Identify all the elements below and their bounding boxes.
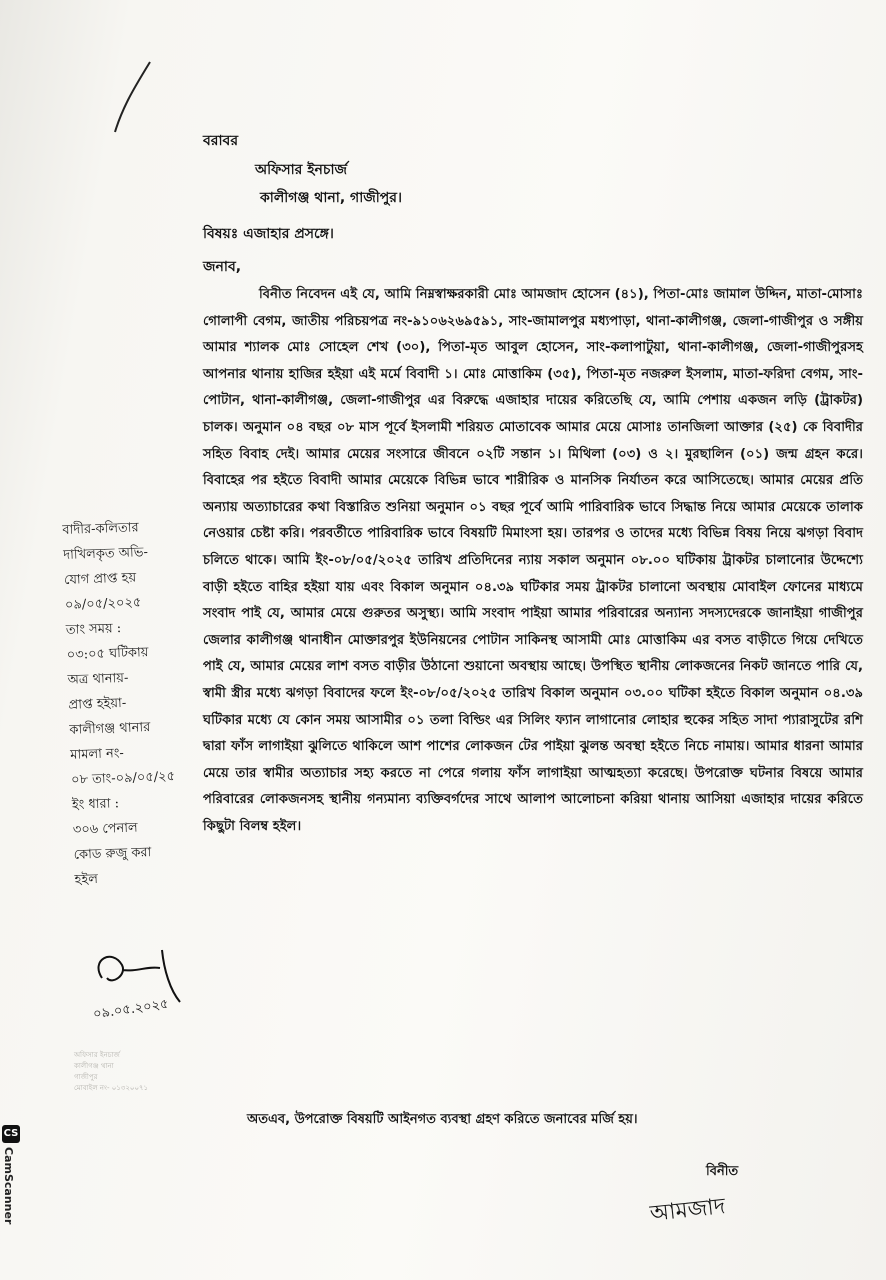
salutation: জনাব, <box>203 259 242 275</box>
margin-note-date: ০৯.০৫.২০২৫ <box>92 996 170 1023</box>
margin-note-line: ৩০৬ পেনাল <box>72 820 138 838</box>
margin-note-line: অত্র থানায়- <box>67 670 129 688</box>
margin-note-line: যোগ প্রাপ্ত হয় <box>63 570 137 588</box>
margin-note-line: মামলা নং- <box>70 745 125 763</box>
yours-faithfully: বিনীত <box>706 1164 739 1179</box>
complaint-body-paragraph: বিনীত নিবেদন এই যে, আমি নিম্নস্বাক্ষরকারী মোঃ আমজাদ হোসেন (৪১), পিতা-মোঃ জামাল উদ্দিন, মাতা-মোসাঃ গোলাপী বেগম, জাতীয় পরিচয়পত্র নং-৯১০৬২৬৯৫৯১, সাং-জামালপুর মধ্যপাড়া, থানা-কালীগঞ্জ, জেলা-গাজীপুর ও সঙ্গীয় আমার শ্যালক মোঃ সোহেল শেখ (৩০), পিতা-মৃত আবুল হোসেন, সাং-কলাপাটুয়া, থানা-কালীগঞ্জ, জেলা-গাজীপুরসহ আপনার থানায় হাজির হইয়া এই মর্মে বিবাদী ১। মোঃ মোত্তাকিম (৩৫), পিতা-মৃত নজরুল ইসলাম, মাতা-ফরিদা বেগম, সাং-পোটান, থানা-কালীগঞ্জ, জেলা-গাজীপুর এর বিরুদ্ধে এজাহার দায়ের করিতেছি যে, আমি পেশায় একজন লড়ি (ট্রাকটর) চালক। অনুমান ০৪ বছর ০৮ মাস পূর্বে ইসলামী শরিয়ত মোতাবেক আমার মেয়ে মোসাঃ তানজিলা আক্তার (২৫) কে বিবাদীর সহিত বিবাহ দেই। আমার মেয়ের সংসারে জীবনে ০২টি সন্তান ১। মিথিলা (০৩) ও ২। মুরছালিন (০১) জন্ম গ্রহন করে। বিবাহের পর হইতে বিবাদী আমার মেয়েকে বিভিন্ন ভাবে শারীরিক ও মানসিক নির্যাতন করে আসিতেছে। আমার মেয়ের প্রতি অন্যায় অত্যাচারের কথা বিস্তারিত শুনিয়া অনুমান ০১ বছর পূর্বে আমি পারিবারিক ভাবে সিদ্ধান্ত নিয়ে আমার মেয়েকে তালাক নেওয়ার চেষ্টা করি। পরবর্তীতে পারিবারিক ভাবে বিষয়টি মিমাংসা হয়। তারপর ও তাদের মধ্যে বিভিন্ন বিষয় নিয়ে ঝগড়া বিবাদ চলিতে থাকে। আমি ইং-০৮/০৫/২০২৫ তারিখ প্রতিদিনের ন্যায় সকাল অনুমান ০৮.০০ ঘটিকায় ট্রাকটর চালানোর উদ্দেশ্যে বাড়ী হইতে বাহির হইয়া যায় এবং বিকাল অনুমান ০৪.৩৯ ঘটিকার সময় ট্রাকটর চালানো অবস্থায় মোবাইল ফোনের মাধ্যমে সংবাদ পাই যে, আমার মেয়ে গুরুতর অসুস্থ্য। আমি সংবাদ পাইয়া আমার পরিবারের অন্যান্য সদস্যদেরকে জানাইয়া গাজীপুর জেলার কালীগঞ্জ থানাধীন মোক্তারপুর ইউনিয়নের পোটান সাকিনস্থ আসামী মোঃ মোত্তাকিম এর বসত বাড়ীতে গিয়ে দেখিতে পাই যে, আমার মেয়ের লাশ বসত বাড়ীর উঠানো শুয়ানো অবস্থায় আছে। উপস্থিত স্থানীয় লোকজনের নিকট জানতে পারি যে, স্বামী স্ত্রীর মধ্যে ঝগড়া বিবাদের ফলে ইং-০৮/০৫/২০২৫ তারিখ বিকাল অনুমান ০৩.০০ ঘটিকা হইতে বিকাল অনুমান ০৪.৩৯ ঘটিকার মধ্যে যে কোন সময় আসামীর ০১ তলা বিল্ডিং এর সিলিং ফ্যান লাগানোর লোহার হুকের সহিত সাদা প্যারাসুটের রশি দ্বারা ফাঁস লাগাইয়া ঝুলিতে থাকিলে আশ পাশের লোকজন টের পাইয়া ঝুলন্ত অবস্থা হইতে নিচে নামায়। আমার ধারনা আমার মেয়ে তার স্বামীর অত্যাচার সহ্য করতে না পেরে গলায় ফাঁস লাগাইয়া আত্মহত্যা করেছে। উপরোক্ত ঘটনার বিষয়ে আমার পরিবারের লোকজনসহ স্থানীয় গন্যমান্য ব্যক্তিবর্গদের সাথে আলাপ আলোচনা করিয়া থানায় আসিয়া এজাহার দায়ের করিতে কিছুটা বিলম্ব হইল। <box>203 287 863 834</box>
margin-note-line: ০৮ তাং-০৯/০৫/২৫ <box>70 769 176 788</box>
camscanner-text: CamScanner <box>2 1147 15 1225</box>
margin-note-line: দাখিলকৃত অভি- <box>63 545 149 563</box>
camscanner-watermark <box>2 1125 20 1275</box>
to-label: বরাবর <box>203 133 239 149</box>
camscanner-logo-icon: CS <box>2 1125 20 1143</box>
margin-note-line: ০৩:০৫ ঘটিকায় <box>66 645 149 663</box>
margin-note-line: কালীগঞ্জ থানার <box>69 720 151 738</box>
margin-note-line: বাদীর-কলিতার <box>62 520 139 538</box>
handwritten-margin-note <box>62 513 220 893</box>
complainant-signature: আমজাদ <box>648 1194 727 1227</box>
margin-note-line: ০৯/০৫/২০২৫ <box>64 595 142 613</box>
subject-line: বিষয়ঃ এজাহার প্রসঙ্গে। <box>203 226 334 242</box>
margin-note-line: প্রাপ্ত হইয়া- <box>68 695 127 713</box>
margin-note-line: হইল <box>74 871 99 888</box>
stamp-line: অফিসার ইনচার্জ <box>74 1051 120 1059</box>
margin-note-line: কোড রুজু করা <box>73 845 152 863</box>
recipient-address: কালীগঞ্জ থানা, গাজীপুর। <box>260 190 403 206</box>
recipient-title: অফিসার ইনচার্জ <box>255 162 348 178</box>
stamp-line: গাজীপুর <box>74 1073 98 1081</box>
pen-stroke-mark <box>112 60 152 135</box>
margin-note-line: ইং ধারা : <box>71 796 120 813</box>
stamp-line: কালীগঞ্জ থানা <box>74 1062 114 1070</box>
margin-note-line: তাং সময় : <box>65 621 122 638</box>
stamp-line: মোবাইল নং- ০১৩২০০৭১ <box>74 1084 149 1092</box>
closing-request: অতএব, উপরোক্ত বিষয়টি আইনগত ব্যবস্থা গ্রহণ করিতে জনাবের মর্জি হয়। <box>247 1112 638 1127</box>
faded-office-stamp <box>74 1050 204 1094</box>
